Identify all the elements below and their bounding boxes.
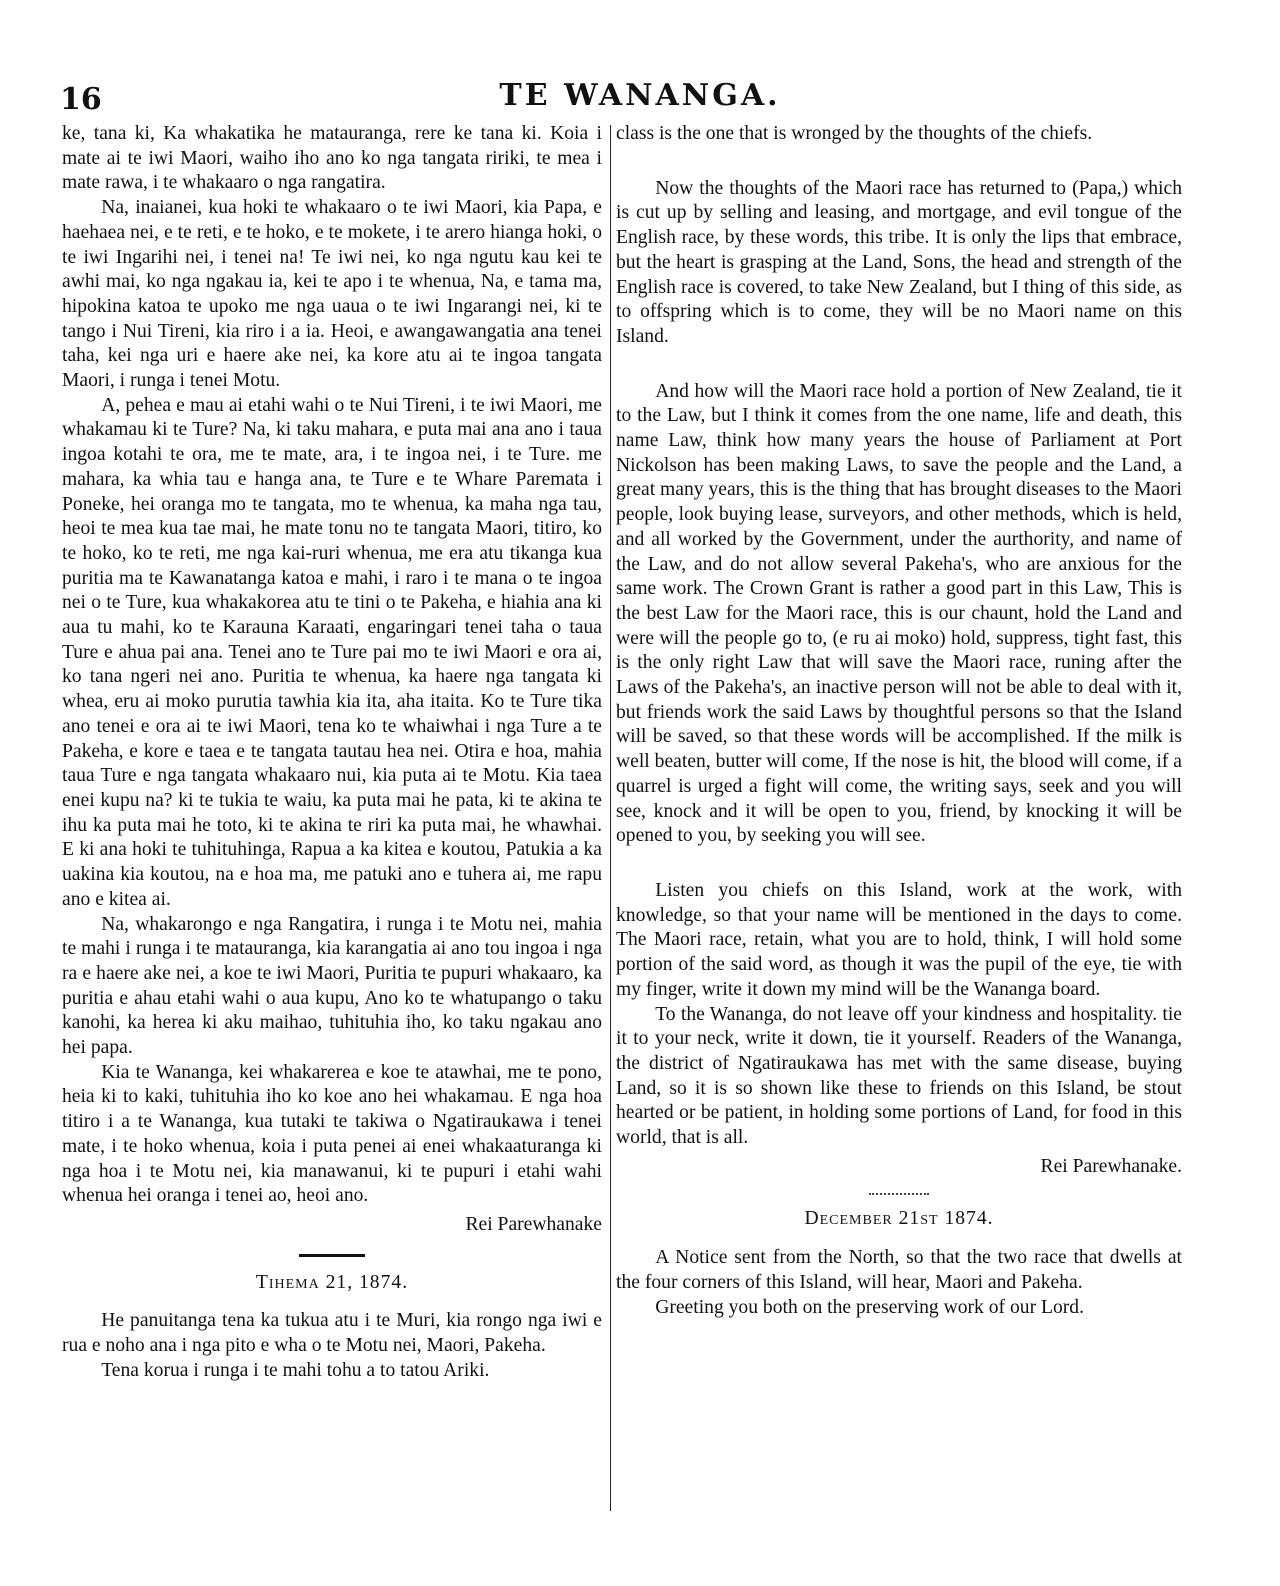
- notice-paragraph: Greeting you both on the preserving work of our Lord.: [655, 1296, 1084, 1318]
- paragraph: To the Wananga, do not leave off your kindness and hospitality. tie it to your neck, write it down, tie it yourself. Readers of the Wananga, the district of Ngatiraukawa has met with the same disease, buying Land, so it is so shown like these to friends on this Island, be stout hearted or be patient, in holding some portions of Land, for food in this world, that is all.: [616, 1003, 1182, 1149]
- right-column-english: [616, 122, 1182, 1320]
- paragraph: ke, tana ki, Ka whakatika he matauranga, rere ke tana ki. Koia i mate ai te iwi Maori, waiho iho ano ko nga tangata ririki, te mea i mate rawa, i te whakaaro o nga rangatira.: [62, 123, 602, 194]
- notice-paragraph: He panuitanga tena ka tukua atu i te Muri, kia rongo nga iwi e rua e noho ana i nga pito e wha o te Motu nei, Maori, Pakeha.: [62, 1310, 602, 1357]
- page-header: [60, 78, 1220, 118]
- paragraph: Na, inaianei, kua hoki te whakaaro o te iwi Maori, kia Papa, e haehaea nei, e te reti, e te hoko, e te mokete, i te arero hianga hoki, o te iwi Ingarihi nei, i tenei na! Te iwi nei, ko nga ngutu kau kei te awhi mai, ko nga ngakau ia, kei te apo i te whenua, Na, e tama ma, hipokina katoa te upoko me nga uaua o te iwi Ingarangi nei, ki te tango i Nui Tireni, kia riro i a ia. Heoi, e awangawangatia ana tenei taha, kei nga uri e haere ake nei, ka kore atu ai te ingoa tangata Maori, i runga i tenei Motu.: [62, 197, 602, 392]
- masthead-title: TE WANANGA.: [499, 78, 781, 113]
- section-separator: [869, 1193, 929, 1195]
- dateline: Tihema 21, 1874.: [255, 1271, 409, 1293]
- notice-paragraph: A Notice sent from the North, so that the two race that dwells at the four corners of this Island, will hear, Maori and Pakeha.: [616, 1247, 1182, 1293]
- left-column-maori: [62, 122, 602, 1383]
- paragraph: Listen you chiefs on this Island, work at the work, with knowledge, so that your name will be mentioned in the days to come. The Maori race, retain, what you are to hold, think, I will hold some portion of the said word, as though it was the pupil of the eye, tie with my finger, write it down my mind will be the Wananga board.: [616, 879, 1182, 1000]
- paragraph: A, pehea e mau ai etahi wahi o te Nui Tireni, i te iwi Maori, me whakamau ki te Ture? Na, ki taku mahara, e puta mai ana ano i taua ingoa kotahi te ora, me te mate, ara, i te ingoa nei, i te Ture. me mahara, ka whia tau e hanga ana, te Ture e te Whare Paremata i Poneke, hei oranga mo te tangata, mo te whenua, ka maha nga tau, heoi te mea kua tae mai, he mate tonu no te tangata Maori, titiro, ko te hoko, ko te reti, me nga kai-ruri whenua, me era atu tikanga kua puritia ma te Kawanatanga katoa e mahi, i raro i te mana o te ingoa nei o te Ture, kua whakakorea atu te tini o te Pakeha, e hiahia ana ki aua tu mahi, ko te Karauna Karaati, engaringari tenei taha o taua Ture e ahua pai ana. Tenei ano te Ture pai mo te iwi Maori e ora ai, ko tana ngeri nei ano. Puritia te whenua, ka haere nga tangata ki whea, eru ai moko purutia tawhia kia ita, aha itaita. Ko te Ture tika ano tenei e ora ai te iwi Maori, tena ko te whaiwhai i nga Ture a te Pakeha, e kore e taea e te tangata tautau hea nei. Otira e hoa, mahia taua Ture e nga tangata whakaaro nui, kia puta ai te Motu. Kia taea enei kupu na? ki te tukia te waiu, ka puta mai he pata, ki te akina te ihu ka puta mai he toto, ki te akina te riri ka puta mai, he whawhai. E ki ana hoki te tuhituhinga, Rapua a ka kitea e koutou, Patukia a ka uakina kia koutou, na e hoa ma, me patuki ano e tuhera ai, me rapu ano e kitea ai.: [62, 394, 602, 910]
- signature: Rei Parewhanake.: [1040, 1155, 1182, 1177]
- paragraph: Kia te Wananga, kei whakarerea e koe te atawhai, me te pono, heia ki to kaki, tuhituhia iho ko koe ano hei whakamau. E nga hoa titiro i a te Wananga, kua tutaki te takiwa o Ngatiraukawa i tenei mate, i te hoko whenua, koia i puta penei ai enei whakaaturanga ki nga hoa i te Motu nei, kia manawanui, ki te pupuri i etahi wahi whenua hei oranga i tenei ao, heoi ano.: [62, 1061, 602, 1207]
- signature: Rei Parewhanake: [465, 1213, 602, 1235]
- paragraph: class is the one that is wronged by the thoughts of the chiefs.: [616, 123, 1093, 144]
- paragraph: Now the thoughts of the Maori race has returned to (Papa,) which is cut up by selling and leasing, and mortgage, and evil tongue of the English race, by these words, this tribe. It is only the lips that embrace, but the heart is grasping at the Land, Sons, the head and strength of the English race is covered, to take New Zealand, but I thing of this side, as to offspring which is to come, they will be no Maori name on this Island.: [616, 177, 1182, 347]
- notice-paragraph: Tena korua i runga i te mahi tohu a to tatou Ariki.: [101, 1359, 490, 1381]
- section-separator: [299, 1254, 365, 1257]
- paragraph: And how will the Maori race hold a portion of New Zealand, tie it to the Law, but I think it comes from the one name, life and death, this name Law, think how many years the house of Parliament at Port Nickolson has been making Laws, to save the people and the Land, a great many years, this is the thing that has brought diseases to the Maori people, look buying lease, surveyors, and other methods, which is held, and all worked by the Government, under the aurthority, and name of the Law, and do not allow several Pakeha's, who are anxious for the same work. The Crown Grant is rather a good part in this Law, This is the best Law for the Maori race, this is our chaunt, hold the Land and were will the people go to, (e ru ai moko) hold, suppress, tight fast, this is the only right Law that will save the Maori race, runing after the Laws of the Pakeha's, an inactive person will not be able to deal with it, but friends work the said Laws by thoughtful persons so that the Island will be saved, so that these words will be accomplished. If the milk is well beaten, butter will come, If the nose is hit, the blood will come, if a quarrel is urged a fight will come, the writing says, seek and you will see, knock and it will be open to you, friend, by knocking it will be opened to you, by seeking you will see.: [616, 380, 1182, 847]
- dateline: December 21st 1874.: [804, 1208, 994, 1230]
- column-rule: [610, 125, 611, 1511]
- paragraph: Na, whakarongo e nga Rangatira, i runga i te Motu nei, mahia te mahi i runga i te matauranga, kia karangatia ai ano tou ingoa i nga ra e haere ake nei, a koe te iwi Maori, Puritia te pupuri whakaaro, ka puritia e ahau etahi wahi o aua kupu, Ano ko te whatupango o taku kanohi, ka herea ki aku maihao, tuhituhia iho, ko taku ngakau ano hei papa.: [62, 913, 602, 1059]
- page-number: 16: [60, 82, 102, 117]
